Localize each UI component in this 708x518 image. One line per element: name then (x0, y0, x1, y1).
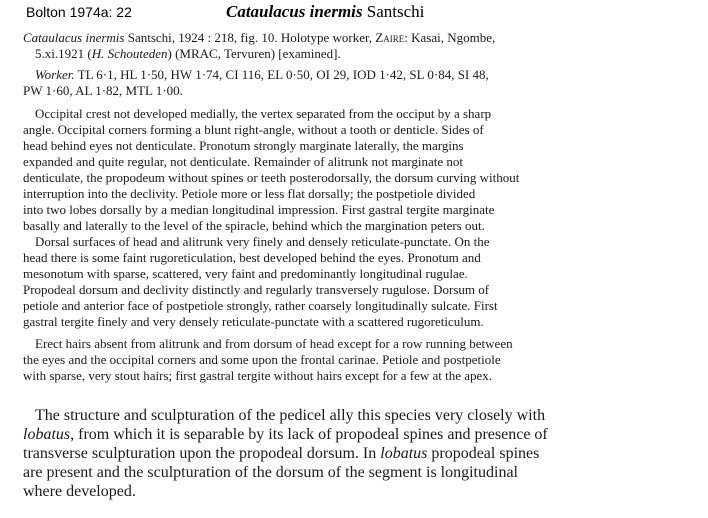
taxon-author: Santschi (366, 2, 425, 21)
species-reference: lobatus (23, 426, 71, 443)
measurements-block (0, 67, 708, 99)
description-line: Erect hairs absent from alitrunk and from dorsum of head except for a row running between (35, 336, 513, 351)
description-line: with sparse, very stout hairs; first gastral tergite without hairs except for a few at the apex. (23, 368, 493, 383)
description-line: denticulate, the propodeum without spines or teeth posterodorsally, the dorsum curving without (23, 170, 520, 185)
description-line: gastral tergite finely and very densely reticulate-punctate with a scattered rugoreticulum. (23, 314, 484, 329)
description-line: angle. Occipital corners forming a blunt right-angle, without a tooth or denticle. Sides of (23, 122, 484, 137)
description-line: the eyes and the occipital corners and some upon the frontal carinae. Petiole and postpetiole (23, 352, 501, 367)
description-line: Propodeal dorsum and declivity distinctly and regularly transversely rugulose. Dorsum of (23, 282, 490, 297)
page-header (26, 2, 706, 26)
discussion-line: The structure and sculpturation of the pedicel ally this species very closely with (35, 407, 546, 424)
synonymy-line: 5.xi.1921 (H. Schouteden) (MRAC, Tervuren) [examined]. (35, 46, 341, 61)
description-line: interruption into the declivity. Petiole more or less flat dorsally; the postpetiole divided (23, 186, 476, 201)
discussion-line: lobatus, from which it is separable by its lack of propodeal spines and presence of (23, 426, 548, 443)
description-line: Dorsal surfaces of head and alitrunk very finely and densely reticulate-punctate. On the (35, 234, 490, 249)
description-line: petiole and anterior face of postpetiole strongly, rather coarsely longitudinally sulcate. First (23, 298, 498, 313)
description-line: head there is some faint rugoreticulation, best developed behind the eyes. Pronotum and (23, 250, 481, 265)
description-line: head behind eyes not denticulate. Pronotum strongly marginate laterally, the margins (23, 138, 464, 153)
description-line: into two lobes dorsally by a median longitudinal impression. First gastral tergite marginate (23, 202, 495, 217)
synonymy-line: Cataulacus inermis Santschi, 1924 : 218, fig. 10. Holotype worker, Zaire: Kasai, Ngombe, (23, 30, 496, 45)
discussion-line: are present and the sculpturation of the dorsum of the segment is longitudinal (23, 464, 518, 481)
discussion-line: where developed. (23, 483, 136, 500)
measurements-line: Worker. TL 6·1, HL 1·50, HW 1·74, CI 116, EL 0·50, OI 29, IOD 1·42, SL 0·84, SI 48, (35, 67, 489, 82)
taxon-name: Cataulacus inermis (226, 2, 363, 21)
description-line: Occipital crest not developed medially, the vertex separated from the occiput by a sharp (35, 106, 492, 121)
description-line: basally and laterally to the level of the spiracle, behind which the margination peters out. (23, 218, 485, 233)
measurements-line: PW 1·60, AL 1·82, MTL 1·00. (23, 83, 183, 98)
discussion-line: transverse sculpturation upon the propodeal dorsum. In lobatus propodeal spines (23, 445, 540, 462)
description-line: expanded and quite regular, not denticulate. Remainder of alitrunk not marginate not (23, 154, 464, 169)
description-line: mesonotum with sparse, scattered, very faint and predominantly longitudinal rugulae. (23, 266, 468, 281)
citation-reference: Bolton 1974a: 22 (26, 4, 132, 20)
caste-label: Worker. (35, 67, 75, 82)
synonymy-block (0, 30, 708, 62)
description-block (0, 106, 708, 384)
species-title (226, 2, 424, 22)
discussion-block (0, 406, 708, 501)
species-reference: lobatus (380, 445, 428, 462)
